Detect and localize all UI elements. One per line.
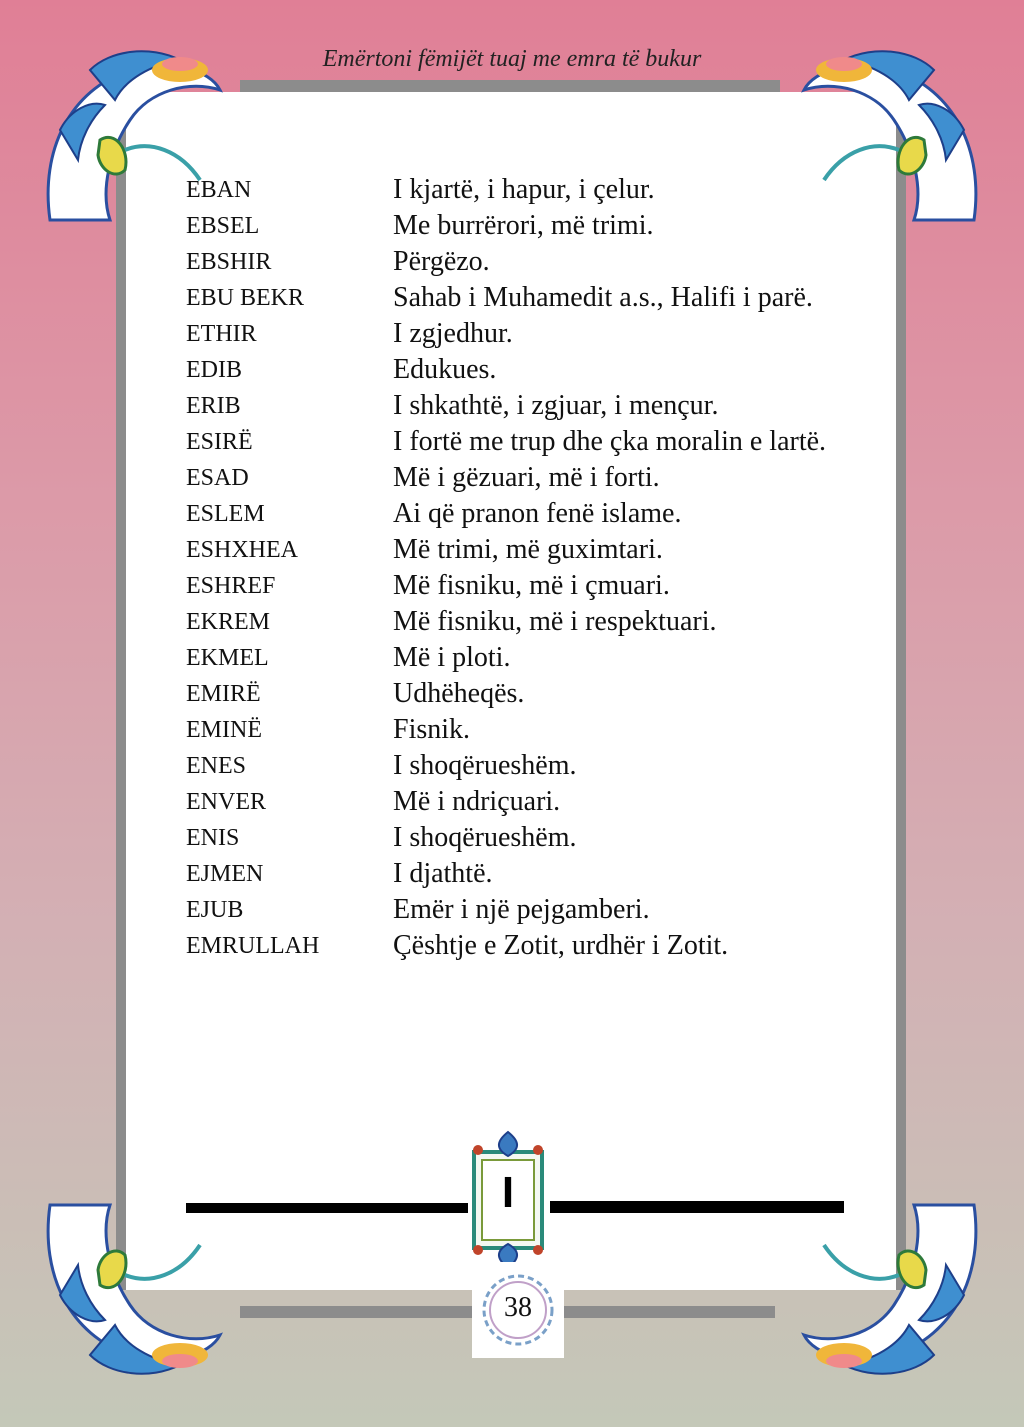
name-entry	[186, 748, 856, 784]
entry-meaning: Çështje e Zotit, urdhër i Zotit.	[393, 930, 729, 961]
entry-meaning: I shoqërueshëm.	[393, 822, 577, 853]
name-entry	[186, 784, 856, 820]
name-entry	[186, 712, 856, 748]
name-entry	[186, 352, 856, 388]
name-list	[186, 172, 856, 964]
name-entry	[186, 424, 856, 460]
entry-meaning: Më fisniku, më i çmuari.	[393, 570, 670, 601]
name-entry	[186, 208, 856, 244]
top-divider-bar	[240, 80, 780, 92]
name-entry	[186, 532, 856, 568]
entry-name: ENIS	[186, 825, 240, 851]
entry-meaning: Më i ndriçuari.	[393, 786, 561, 817]
entry-name: EJMEN	[186, 861, 264, 887]
entry-meaning: I shkathtë, i zgjuar, i mençur.	[393, 390, 719, 421]
name-entry	[186, 244, 856, 280]
entry-name: ESHXHEA	[186, 537, 298, 563]
entry-name: EDIB	[186, 357, 242, 383]
name-entry	[186, 640, 856, 676]
entry-name: EKMEL	[186, 645, 269, 671]
entry-name: ESIRË	[186, 429, 253, 455]
name-entry	[186, 388, 856, 424]
name-entry	[186, 280, 856, 316]
entry-meaning: I kjartë, i hapur, i çelur.	[393, 174, 655, 205]
entry-name: ETHIR	[186, 321, 257, 347]
page-header-title: Emërtoni fëmijët tuaj me emra të bukur	[322, 46, 702, 72]
entry-name: EBSHIR	[186, 249, 272, 275]
entry-meaning: Udhëheqës.	[393, 678, 525, 709]
entry-name: EMRULLAH	[186, 933, 320, 959]
entry-name: EBU BEKR	[186, 285, 305, 311]
entry-name: ENVER	[186, 789, 266, 815]
name-entry	[186, 856, 856, 892]
entry-name: EBSEL	[186, 213, 260, 239]
entry-name: ESHREF	[186, 573, 276, 599]
entry-meaning: Fisnik.	[393, 714, 471, 745]
entry-meaning: Edukues.	[393, 354, 497, 385]
footer-rule-left	[186, 1203, 468, 1213]
entry-meaning: Më i ploti.	[393, 642, 511, 673]
entry-meaning: I zgjedhur.	[393, 318, 513, 349]
entry-meaning: Përgëzo.	[393, 246, 490, 277]
entry-meaning: Më i gëzuari, më i forti.	[393, 462, 660, 493]
entry-meaning: I shoqërueshëm.	[393, 750, 577, 781]
entry-name: EJUB	[186, 897, 244, 923]
entry-name: EMIRË	[186, 681, 261, 707]
entry-name: ESLEM	[186, 501, 265, 527]
entry-name: ESAD	[186, 465, 249, 491]
name-entry	[186, 820, 856, 856]
name-entry	[186, 172, 856, 208]
page-number: 38	[504, 1292, 532, 1323]
entry-meaning: Ai që pranon fenë islame.	[393, 498, 682, 529]
entry-name: ENES	[186, 753, 246, 779]
name-entry	[186, 604, 856, 640]
corner-ornament-icon	[794, 1195, 994, 1395]
entry-name: ERIB	[186, 393, 241, 419]
name-entry	[186, 928, 856, 964]
entry-name: EKREM	[186, 609, 270, 635]
name-entry	[186, 460, 856, 496]
entry-meaning: I fortë me trup dhe çka moralin e lartë.	[393, 426, 827, 457]
entry-meaning: Më trimi, më guximtari.	[393, 534, 663, 565]
section-letter: I	[501, 1168, 515, 1217]
entry-meaning: Emër i një pejgamberi.	[393, 894, 650, 925]
entry-name: EMINË	[186, 717, 262, 743]
entry-name: EBAN	[186, 177, 252, 203]
entry-meaning: Më fisniku, më i respektuari.	[393, 606, 717, 637]
entry-meaning: I djathtë.	[393, 858, 493, 889]
corner-ornament-icon	[30, 1195, 230, 1395]
entry-meaning: Sahab i Muhamedit a.s., Halifi i parë.	[393, 282, 813, 313]
name-entry	[186, 568, 856, 604]
entry-meaning: Me burrërori, më trimi.	[393, 210, 654, 241]
name-entry	[186, 676, 856, 712]
name-entry	[186, 892, 856, 928]
name-entry	[186, 316, 856, 352]
footer-rule-right	[550, 1201, 844, 1213]
name-entry	[186, 496, 856, 532]
